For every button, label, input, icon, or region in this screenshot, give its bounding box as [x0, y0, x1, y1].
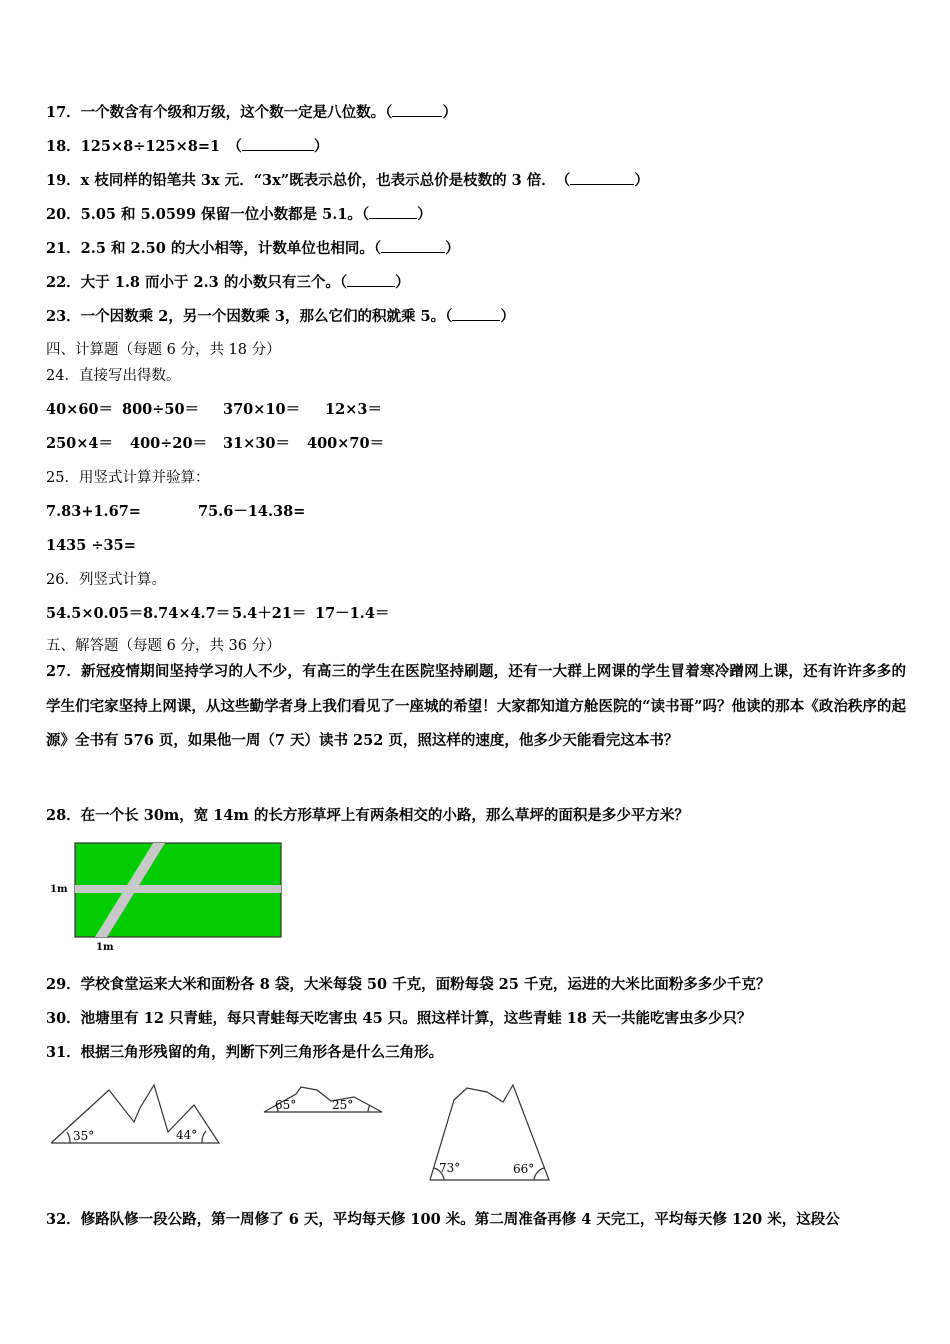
question-23-text: 23．一个因数乘 2，另一个因数乘 3，那么它们的积就乘 5。（: [46, 308, 453, 325]
question-23: [46, 306, 515, 327]
question-22: [46, 272, 410, 293]
triangle-3-left-angle: 73°: [439, 1161, 461, 1175]
q26-item: 54.5×0.05＝: [46, 605, 144, 622]
q24-item: 40×60＝: [46, 401, 114, 418]
question-21-text: 21．2.5 和 2.50 的大小相等，计数单位也相同。（: [46, 240, 382, 257]
answer-blank-20[interactable]: [369, 204, 417, 219]
q24-item: 370×10＝: [223, 401, 301, 418]
triangle-3-right-angle: 66°: [513, 1162, 535, 1176]
question-26: 26．列竖式计算。: [46, 572, 166, 588]
question-22-text: 22．大于 1.8 而小于 2.3 的小数只有三个。（: [46, 274, 348, 291]
section-heading-5: 五、解答题（每题 6 分，共 36 分）: [46, 638, 281, 654]
answer-blank-23[interactable]: [452, 306, 500, 321]
horizontal-path: [75, 885, 281, 893]
answer-blank-22[interactable]: [347, 272, 395, 287]
question-29: 29．学校食堂运来大米和面粉各 8 袋，大米每袋 50 千克，面粉每袋 25 千克，运进的大米比面粉多多少千克？: [46, 976, 771, 993]
q24-item: 400×70＝: [307, 435, 385, 452]
triangle-2-left-angle: 65°: [275, 1098, 297, 1112]
question-25: 25．用竖式计算并验算：: [46, 470, 210, 486]
close-paren: ）: [442, 104, 457, 121]
q24-item: 400÷20＝: [130, 435, 208, 452]
triangle-1-right-angle: 44°: [176, 1128, 198, 1142]
answer-blank-17[interactable]: [392, 102, 442, 117]
question-21: [46, 238, 460, 259]
triangle-1-left-angle: 35°: [73, 1129, 95, 1143]
q24-item: 12×3＝: [325, 401, 382, 418]
close-paren: ）: [313, 138, 329, 155]
q24-item: 31×30＝: [223, 435, 291, 452]
question-18-text: 18．125×8÷125×8=1 （: [46, 138, 242, 155]
close-paren: ）: [445, 240, 460, 257]
q26-item: 5.4＋21＝: [232, 605, 307, 622]
triangle-2-right-angle: 25°: [332, 1098, 354, 1112]
question-24: 24．直接写出得数。: [46, 368, 181, 384]
lawn-label-left: 1m: [50, 884, 68, 895]
q26-item: 17－1.4＝: [315, 605, 390, 622]
question-28: 28．在一个长 30m，宽 14m 的长方形草坪上有两条相交的小路，那么草坪的面积是多少平方米？: [46, 807, 689, 824]
close-paren: ）: [634, 172, 649, 189]
question-17: [46, 102, 457, 123]
question-31: 31．根据三角形残留的角，判断下列三角形各是什么三角形。: [46, 1044, 444, 1061]
lawn-figure: [46, 840, 286, 952]
q25-item: 7.83+1.67=: [46, 503, 141, 520]
q24-item: 250×4＝: [46, 435, 114, 452]
lawn-label-bottom: 1m: [96, 942, 114, 952]
section-heading-4: 四、计算题（每题 6 分，共 18 分）: [46, 342, 281, 358]
close-paren: ）: [417, 206, 432, 223]
question-19: [46, 170, 649, 191]
question-30: 30．池塘里有 12 只青蛙，每只青蛙每天吃害虫 45 只。照这样计算，这些青蛙 18 天一共能吃害虫多少只？: [46, 1010, 752, 1027]
q25-item: 75.6－14.38=: [198, 503, 306, 520]
q25-item: 1435 ÷35=: [46, 537, 136, 554]
triangles-figure: [46, 1080, 566, 1186]
close-paren: ）: [500, 308, 515, 325]
answer-blank-21[interactable]: [381, 238, 445, 253]
question-18: [46, 136, 328, 157]
q26-item: 8.74×4.7＝: [143, 605, 231, 622]
q24-item: 800÷50＝: [122, 401, 200, 418]
question-17-text: 17．一个数含有个级和万级，这个数一定是八位数。（: [46, 104, 393, 121]
answer-blank-18[interactable]: [242, 136, 314, 151]
question-20: [46, 204, 432, 225]
question-32: 32．修路队修一段公路，第一周修了 6 天，平均每天修 100 米。第二周准备再修 4 天完工，平均每天修 120 米，这段公: [46, 1211, 840, 1228]
question-27: 27．新冠疫情期间坚持学习的人不少，有高三的学生在医院坚持刷题，还有一大群上网课的学生冒着寒冷蹭网上课，还有许许多多的学生们宅家坚持上网课，从这些勤学者身上我们看见了一座城的希望！大家都知道方舱医院的“读书哥”吗？他读的那本《政治秩序的起源》全书有 576 页，如果他一周（7 天）读书 252 页，照这样的速度，他多少天能看完这本书？: [46, 663, 906, 749]
answer-blank-19[interactable]: [570, 170, 634, 185]
question-20-text: 20．5.05 和 5.0599 保留一位小数都是 5.1。（: [46, 206, 370, 223]
close-paren: ）: [395, 274, 410, 291]
question-19-text: 19．x 枝同样的铅笔共 3x 元．“3x”既表示总价，也表示总价是枝数的 3 倍． （: [46, 172, 571, 189]
